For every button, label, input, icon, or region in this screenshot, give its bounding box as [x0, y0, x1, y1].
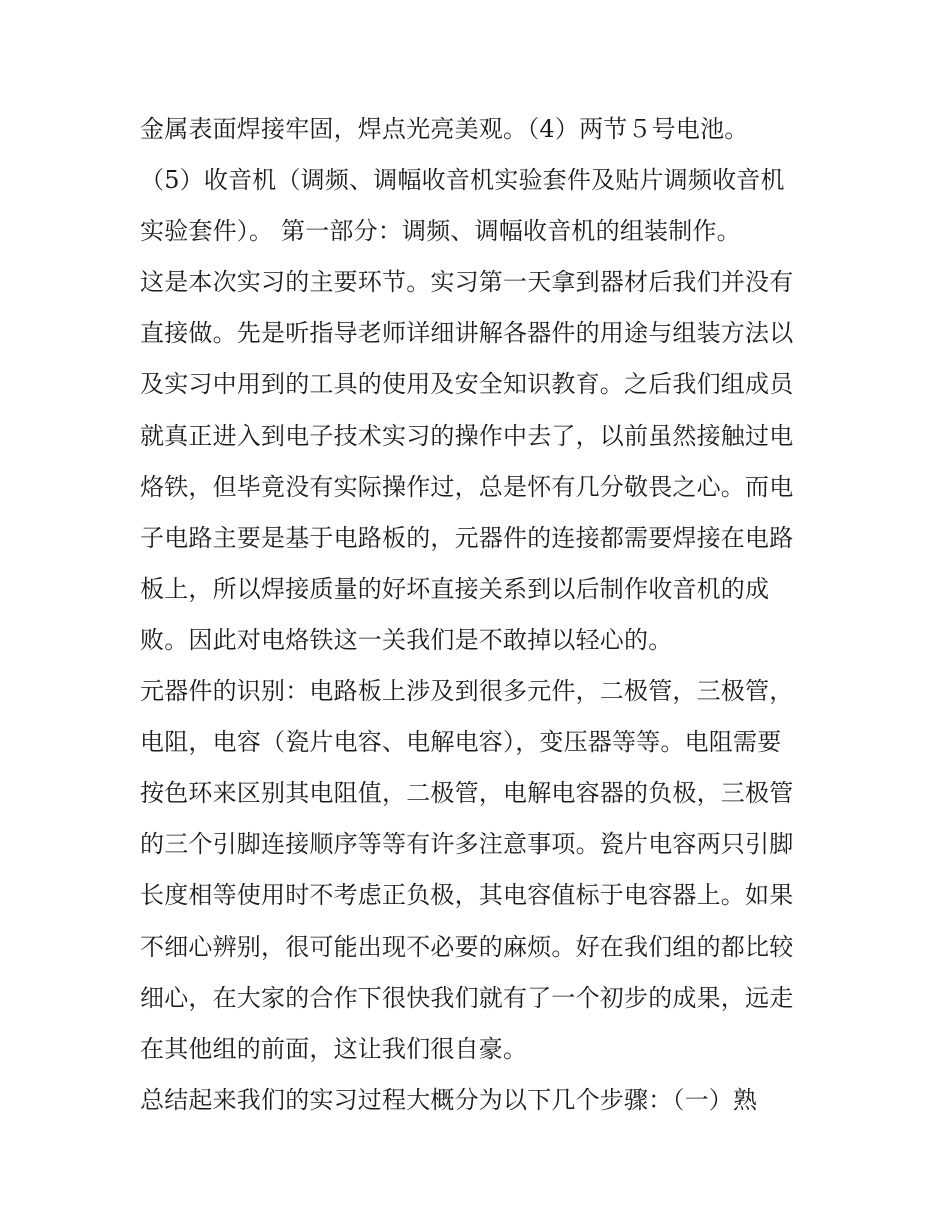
text-line: 及实习中用到的工具的使用及安全知识教育。之后我们组成员: [140, 370, 794, 399]
text-line: 就真正进入到电子技术实习的操作中去了，以前虽然接触过电: [140, 421, 794, 450]
text-line: 这是本次实习的主要环节。实习第一天拿到器材后我们并没有: [140, 268, 794, 297]
text-line: 电阻，电容（瓷片电容、电解电容），变压器等等。电阻需要: [140, 728, 782, 757]
text-line: 子电路主要是基于电路板的，元器件的连接都需要焊接在电路: [140, 523, 794, 552]
text-line: 的三个引脚连接顺序等等有许多注意事项。瓷片电容两只引脚: [140, 830, 794, 859]
text-line: 不细心辨别，很可能出现不必要的麻烦。好在我们组的都比较: [140, 932, 794, 961]
text-line: 细心，在大家的合作下很快我们就有了一个初步的成果，远走: [140, 983, 794, 1012]
text-line: 金属表面焊接牢固，焊点光亮美观。（4）两节５号电池。: [140, 115, 749, 143]
text-line: 按色环来区别其电阻值，二极管，电解电容器的负极，三极管: [140, 779, 794, 808]
text-line: 总结起来我们的实习过程大概分为以下几个步骤：（一）熟: [140, 1085, 758, 1114]
text-line: 在其他组的前面，这让我们很自豪。: [140, 1034, 528, 1063]
text-line: 直接做。先是听指导老师详细讲解各器件的用途与组装方法以: [140, 319, 794, 348]
text-line: 败。因此对电烙铁这一关我们是不敢掉以轻心的。: [140, 625, 673, 654]
text-line: 板上，所以焊接质量的好坏直接关系到以后制作收音机的成: [140, 574, 770, 603]
text-line: 烙铁，但毕竟没有实际操作过，总是怀有几分敬畏之心。而电: [140, 472, 794, 501]
text-line: 元器件的识别：电路板上涉及到很多元件，二极管，三极管，: [140, 677, 794, 706]
body-text: [140, 104, 820, 1126]
text-line: 实验套件）。 第一部分：调频、调幅收音机的组装制作。: [140, 217, 741, 246]
text-line: 长度相等使用时不考虑正负极，其电容值标于电容器上。如果: [140, 881, 794, 910]
text-line: （5）收音机（调频、调幅收音机实验套件及贴片调频收音机: [140, 166, 785, 195]
